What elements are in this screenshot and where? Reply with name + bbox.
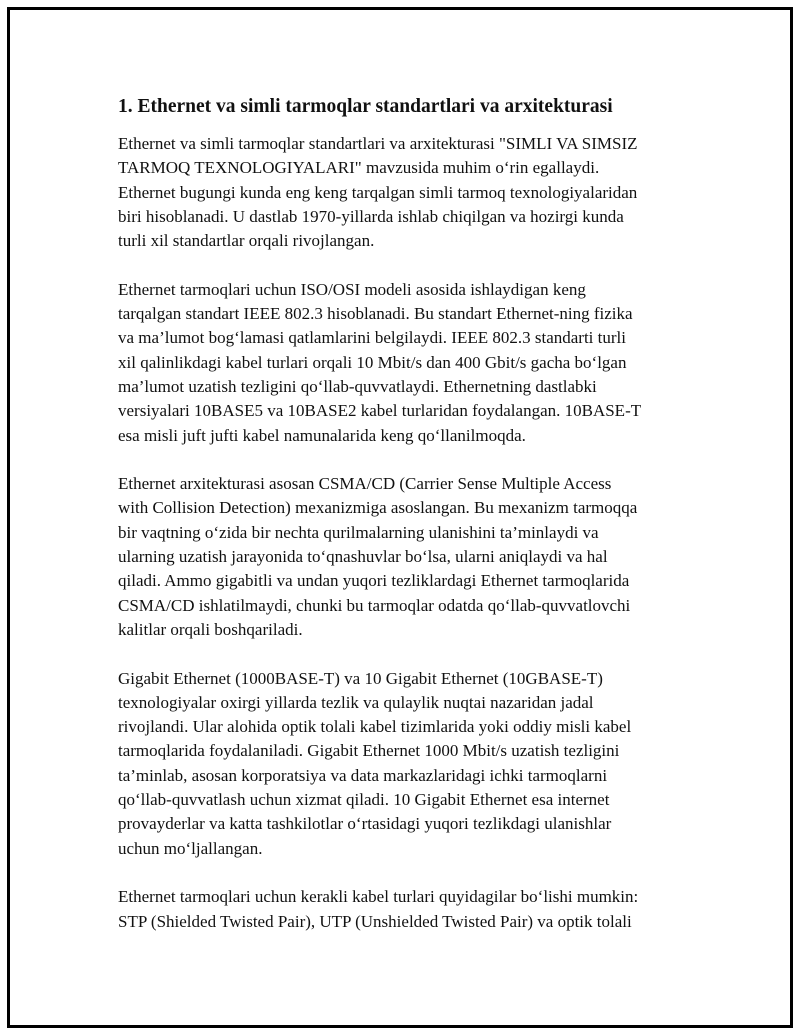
text-line: TARMOQ TEXNOLOGIYALARI" mavzusida muhim o‘rin egallaydi. [118,158,600,178]
text-line: with Collision Detection) mexanizmiga asoslangan. Bu mexanizm tarmoqqa [118,498,638,518]
text-line: qiladi. Ammo gigabitli va undan yuqori tezliklardagi Ethernet tarmoqlarida [118,571,630,591]
text-line: bir vaqtning o‘zida bir nechta qurilmalarning ulanishini ta’minlaydi va [118,522,599,542]
text-line: tarqalgan standart IEEE 802.3 hisoblanadi. Bu standart Ethernet-ning fizika [118,304,633,324]
text-line: tarmoqlarida foydalaniladi. Gigabit Ethernet 1000 Mbit/s uzatish tezligini [118,741,620,761]
text-line: esa misli juft jufti kabel namunalarida keng qo‘llanilmoqda. [118,425,526,445]
text-line: Ethernet va simli tarmoqlar standartlari va arxitekturasi "SIMLI VA SIMSIZ [118,134,638,153]
text-line: Ethernet arxitekturasi asosan CSMA/CD (Carrier Sense Multiple Access [118,474,612,494]
text-line: ularning uzatish jarayonida to‘qnashuvlar bo‘lsa, ularni aniqlaydi va hal [118,547,608,567]
text-line: ma’lumot uzatish tezligini qo‘llab-quvvatlaydi. Ethernetning dastlabki [118,376,597,396]
paragraph-intro [118,132,641,253]
text-line: qo‘llab-quvvatlash uchun xizmat qiladi. 10 Gigabit Ethernet esa internet [118,790,610,810]
text-line: STP (Shielded Twisted Pair), UTP (Unshielded Twisted Pair) va optik tolali [118,911,632,931]
text-line: Gigabit Ethernet (1000BASE-T) va 10 Gigabit Ethernet (10GBASE-T) [118,668,603,688]
text-line: kalitlar orqali boshqariladi. [118,619,303,639]
text-line: biri hisoblanadi. U dastlab 1970-yillarda ishlab chiqilgan va hozirgi kunda [118,206,624,226]
text-line: Ethernet tarmoqlari uchun ISO/OSI modeli asosida ishlaydigan keng [118,279,586,299]
text-line: Ethernet tarmoqlari uchun kerakli kabel turlari quyidagilar bo‘lishi mumkin: [118,887,639,907]
text-line: ta’minlab, asosan korporatsiya va data markazlaridagi ichki tarmoqlarni [118,765,608,785]
text-line: Ethernet bugungi kunda eng keng tarqalgan simli tarmoq texnologiyalaridan [118,182,638,202]
paragraph-ieee-8023 [118,278,641,448]
text-line: turli xil standartlar orqali rivojlangan. [118,231,375,251]
paragraph-cable-types [118,885,641,934]
text-line: uchun mo‘ljallangan. [118,838,263,858]
text-line: rivojlandi. Ular alohida optik tolali kabel tizimlarida yoki oddiy misli kabel [118,717,632,737]
document-body [118,132,641,958]
paragraph-csma-cd [118,472,641,642]
text-line: provayderlar va katta tashkilotlar o‘rtasidagi yuqori tezlikdagi ulanishlar [118,814,612,834]
text-line: texnologiyalar oxirgi yillarda tezlik va qulaylik nuqtai nazaridan jadal [118,692,594,712]
text-line: xil qalinlikdagi kabel turlari orqali 10 Mbit/s dan 400 Gbit/s gacha bo‘lgan [118,352,627,372]
text-line: CSMA/CD ishlatilmaydi, chunki bu tarmoqlar odatda qo‘llab-quvvatlovchi [118,595,631,615]
paragraph-gigabit-ethernet [118,667,641,861]
text-line: va ma’lumot bog‘lamasi qatlamlarini belgilaydi. IEEE 802.3 standarti turli [118,328,626,348]
section-heading: 1. Ethernet va simli tarmoqlar standartlari va arxitekturasi [118,96,613,117]
text-line: versiyalari 10BASE5 va 10BASE2 kabel turlaridan foydalangan. 10BASE-T [118,401,642,421]
